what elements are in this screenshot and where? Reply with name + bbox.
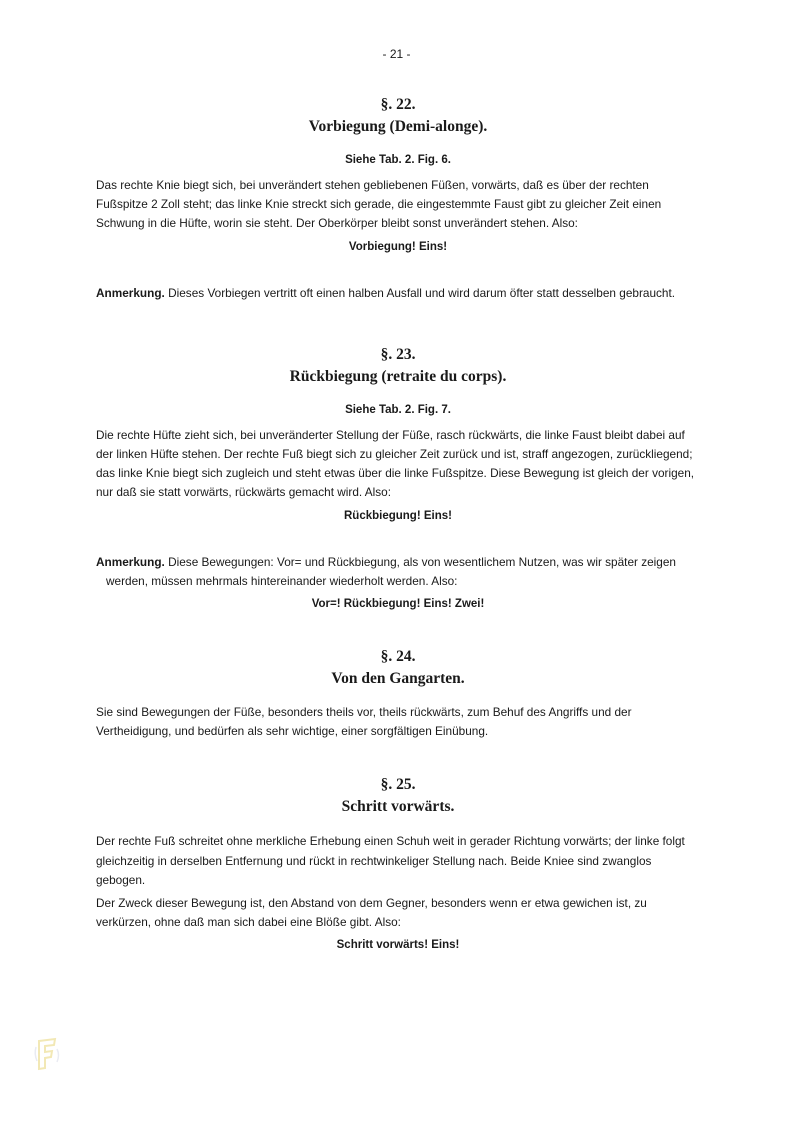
section-body: Das rechte Knie biegt sich, bei unverändert stehen gebliebenen Füßen, vorwärts, daß es über der rechten Fußspitze 2 Zoll steht; das linke Knie streckt sich gerade, die eingestemmte Faust gibt zu gleicher Zeit einen Schwung in die Hüfte, worin sie steht. Der Oberkörper bleibt sonst unverändert stehen. Also: [96,178,662,231]
page-content [96,94,700,955]
section-body: Der rechte Fuß schreitet ohne merkliche Erhebung einen Schuh weit in gerader Richtung vorwärts; der linke folgt gleichzeitig in derselben Entfernung und rückt in rechtwinkeliger Stellung nach. Beide Kniee sind zwanglos gebogen. [96,834,685,887]
section-title: Schritt vorwärts. [341,798,455,816]
remark [96,553,700,591]
figure-reference: Siehe Tab. 2. Fig. 7. [345,403,451,416]
remark-label: Anmerkung. [96,554,165,569]
section-body: Sie sind Bewegungen der Füße, besonders theils vor, theils rückwärts, zum Behuf des Angriffs und der Vertheidigung, und bedürfen als sehr wichtige, einer sorgfältigen Einübung. [96,705,632,739]
remark [96,284,700,303]
command-line: Vorbiegung! Eins! [348,240,448,253]
remark-text: Diese Bewegungen: Vor= und Rückbiegung, als von wesentlichem Nutzen, was wir später zeigen werden, müssen mehrmals hintereinander wiederholt werden. Also: [106,554,676,588]
section-body-2: Der Zweck dieser Bewegung ist, den Abstand von dem Gegner, besonders wenn er etwa gewichen ist, zu verkürzen, ohne daß man sich dabei eine Blöße gibt. Also: [96,896,647,930]
page-number: - 21 - [382,47,411,61]
section-number: §. 22. [380,96,416,113]
section-24 [96,646,700,741]
section-25 [96,774,700,955]
remark-text: Dieses Vorbiegen vertritt oft einen halben Ausfall und wird darum öfter statt desselben gebraucht. [164,285,676,300]
section-22 [96,94,700,303]
section-title: Von den Gangarten. [331,670,465,688]
command-line: Rückbiegung! Eins! [344,509,452,522]
figure-reference: Siehe Tab. 2. Fig. 6. [345,154,451,166]
section-number: §. 24. [380,648,416,666]
remark-label: Anmerkung. [96,285,165,300]
section-23 [96,344,700,614]
section-number: §. 25. [380,776,416,794]
command-line: Schritt vorwärts! Eins! [336,939,460,952]
section-body: Die rechte Hüfte zieht sich, bei unveränderter Stellung der Füße, rasch rückwärts, die linke Faust bleibt dabei auf der linken Hüfte stehen. Der rechte Fuß biegt sich zu gleicher Zeit zurück und ist, straff angezogen, zurückliegend; das linke Knie biegt sich zugleich und steht etwas über die linke Fußspitze. Diese Bewegung ist gleich der vorigen, nur daß sie statt vorwärts, rückwärts gemacht wird. Also: [96,427,695,500]
section-title: Rückbiegung (retraite du corps). [289,367,507,385]
command-line: Vor=! Rückbiegung! Eins! Zwei! [311,598,485,611]
section-title: Vorbiegung (Demi-alonge). [308,118,488,135]
section-number: §. 23. [380,345,416,363]
watermark-logo-icon [33,1037,61,1071]
